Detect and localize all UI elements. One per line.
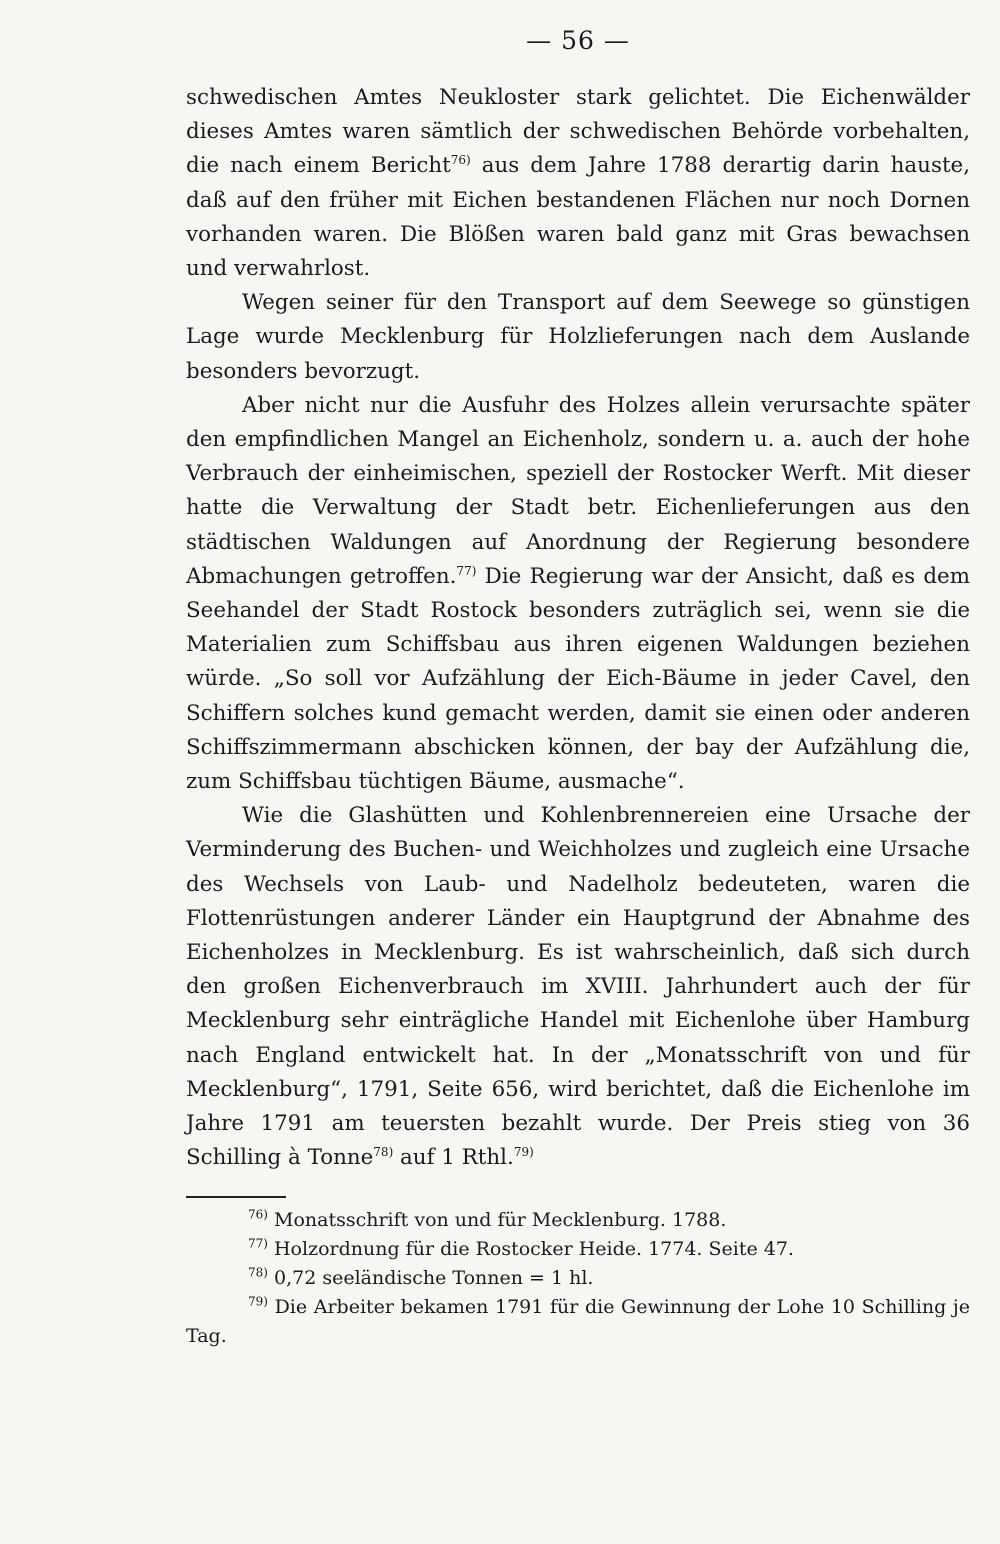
- paragraph: [186, 799, 970, 1175]
- footnote-text: Die Arbeiter bekamen 1791 für die Gewinnung der Lohe 10 Schilling je Tag.: [186, 1295, 970, 1347]
- paragraph-text: Wie die Glashütten und Kohlenbrennereien eine Ursache der Verminderung des Buchen- und Weichholzes und zugleich eine Ursache des Wechsels von Laub- und Nadelholz bedeuteten, waren die Flottenrüstungen anderer Länder ein Hauptgrund der Abnahme des Eichenholzes in Mecklenburg. Es ist wahrscheinlich, daß sich durch den großen Eichenverbrauch im XVIII. Jahrhundert auch der für Mecklenburg sehr einträgliche Handel mit Eichenlohe über Hamburg nach England entwickelt hat. In der „Monatsschrift von und für Mecklenburg“, 1791, Seite 656, wird berichtet, daß die Eichenlohe im Jahre 1791 am teuersten bezahlt wurde. Der Preis stieg von 36 Schilling à Tonne: [186, 803, 970, 1171]
- footnote-text: 0,72 seeländische Tonnen = 1 hl.: [267, 1266, 594, 1289]
- footnote-reference: 76): [450, 153, 471, 168]
- footnote-reference: 77): [456, 563, 477, 578]
- footnote-text: Monatsschrift von und für Mecklenburg. 1788.: [267, 1208, 727, 1231]
- paragraph-text: aus dem Jahre 1788 derartig darin hauste, daß auf den früher mit Eichen bestandenen Flächen nur noch Dornen vorhanden waren. Die Blößen waren bald ganz mit Gras bewachsen und verwahrlost.: [186, 153, 970, 282]
- footnote-mark: 77): [248, 1236, 268, 1251]
- paragraph-text: Wegen seiner für den Transport auf dem Seewege so günstigen Lage wurde Mecklenburg für Holzlieferungen nach dem Auslande besonders bevorzugt.: [186, 290, 970, 384]
- footnote-reference: 79): [513, 1145, 534, 1160]
- paragraph-text: schwedischen Amtes Neukloster stark gelichtet. Die Eichenwälder dieses Amtes waren sämtlich der schwedischen Behörde vorbehalten, die nach einem Bericht: [186, 85, 970, 179]
- document-page: [186, 26, 970, 1351]
- page-number: — 56 —: [526, 26, 630, 55]
- footnote: [186, 1206, 970, 1235]
- footnote-text: Holzordnung für die Rostocker Heide. 1774. Seite 47.: [267, 1237, 794, 1260]
- paragraph: [186, 389, 970, 799]
- paragraph: [186, 81, 970, 286]
- footnotes: [186, 1206, 970, 1351]
- paragraph-text: Die Regierung war der Ansicht, daß es dem Seehandel der Stadt Rostock besonders zuträglich sei, wenn sie die Materialien zum Schiffsbau aus ihren eigenen Waldungen beziehen würde. „So soll vor Aufzählung der Eich-Bäume in jeder Cavel, den Schiffern solches kund gemacht werden, damit sie einen oder anderen Schiffszimmermann abschicken können, der bay der Aufzählung die, zum Schiffsbau tüchtigen Bäume, ausmache“.: [186, 563, 970, 795]
- footnote-mark: 79): [248, 1294, 268, 1309]
- footnote-mark: 78): [248, 1265, 268, 1280]
- paragraph-text: auf 1 Rthl.: [393, 1145, 514, 1171]
- footnote-mark: 76): [248, 1207, 268, 1222]
- footnote-divider: [186, 1196, 286, 1198]
- footnote: [186, 1264, 970, 1293]
- footnote-reference: 78): [373, 1145, 394, 1160]
- paragraph-text: Aber nicht nur die Ausfuhr des Holzes allein verursachte später den empfindlichen Mangel an Eichenholz, sondern u. a. auch der hohe Verbrauch der einheimischen, speziell der Rostocker Werft. Mit dieser hatte die Verwaltung der Stadt betr. Eichenlieferungen aus den städtischen Waldungen auf Anordnung der Regierung besondere Abmachungen getroffen.: [186, 392, 970, 589]
- footnote: [186, 1235, 970, 1264]
- footnote: [186, 1293, 970, 1351]
- paragraph: [186, 286, 970, 389]
